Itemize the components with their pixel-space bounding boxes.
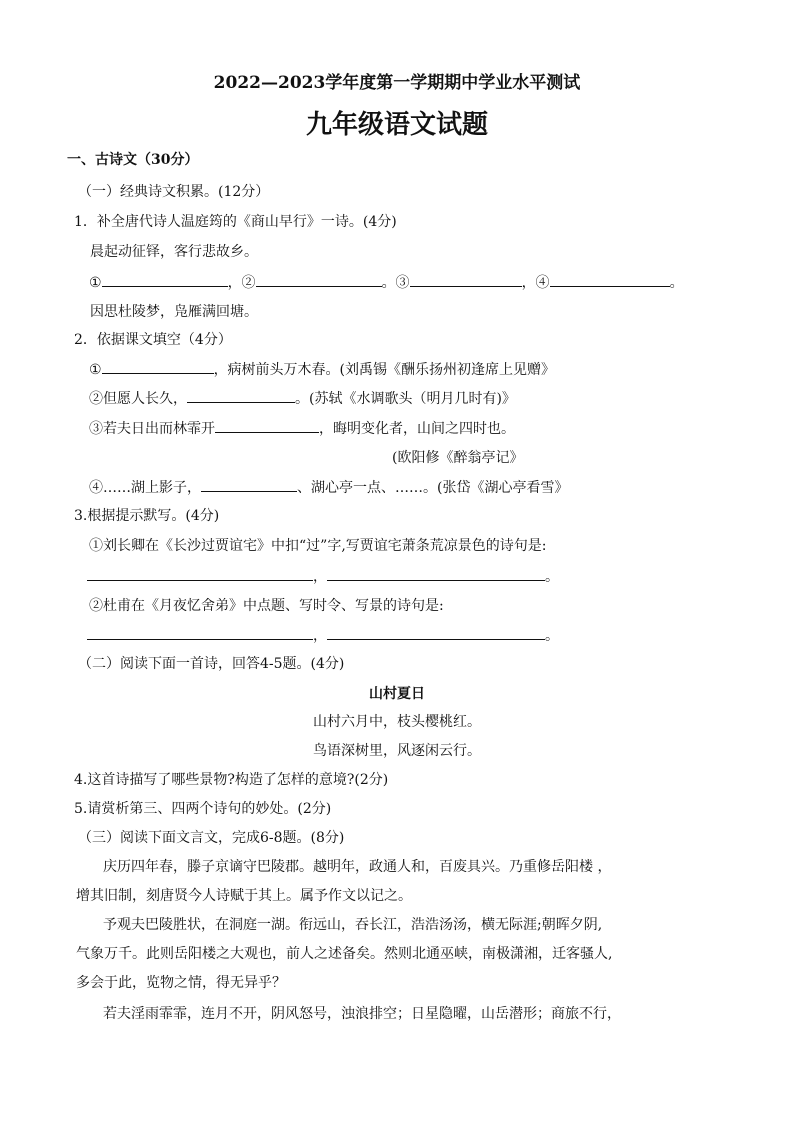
exam-subtitle: 九年级语文试题: [305, 110, 488, 140]
source-note: (欧阳修《醉翁亭记》: [392, 450, 524, 466]
passage-line: 多会于此，览物之情，得无异乎？: [76, 975, 286, 991]
fill-blank-row: [89, 388, 516, 409]
text: ③若夫日出而林霏开: [89, 421, 215, 437]
question-5: 5.请赏析第三、四两个诗句的妙处。(2分): [74, 801, 332, 817]
marker: ①: [89, 362, 102, 378]
poem-title: 山村夏日: [369, 686, 425, 702]
text: ，病树前头万木春。(刘禹锡《酬乐扬州初逢席上见赠》: [213, 362, 556, 378]
fill-blank-row: [89, 359, 555, 380]
answer-blank[interactable]: [201, 477, 297, 492]
text: ②但愿人长久，: [89, 391, 187, 407]
marker: ，④: [521, 275, 550, 291]
section-heading: 一、古诗文（30分）: [67, 152, 199, 168]
answer-blank[interactable]: [87, 625, 313, 640]
prompt-text: ②杜甫在《月夜忆舍弟》中点题、写时令、写景的诗句是:: [89, 598, 444, 614]
text: 、湖心亭一点、……。(张岱《湖心亭看雪》: [297, 480, 569, 496]
punct: ，: [313, 628, 327, 644]
passage-line: 增其旧制，刻唐贤今人诗赋于其上。属予作文以记之。: [76, 888, 412, 904]
answer-blank[interactable]: [187, 388, 295, 403]
answer-blank[interactable]: [102, 272, 228, 287]
answer-blank[interactable]: [327, 566, 545, 581]
marker: ，②: [227, 275, 256, 291]
marker: 。③: [381, 275, 410, 291]
part-heading-2: （二）阅读下面一首诗，回答4-5题。(4分): [78, 656, 345, 672]
part-heading-1: （一）经典诗文积累。(12分）: [78, 184, 270, 200]
answer-blank[interactable]: [87, 566, 313, 581]
answer-blank[interactable]: [256, 272, 382, 287]
prompt-text: ①刘长卿在《长沙过贾谊宅》中扣“过”字,写贾谊宅萧条荒凉景色的诗句是:: [89, 538, 547, 554]
punct: 。: [545, 569, 559, 585]
fill-blank-row: [89, 477, 568, 498]
question-3: 3.根据提示默写。(4分): [74, 508, 220, 524]
text: 。(苏轼《水调歌头（明月几时有)》: [295, 391, 516, 407]
text: ，晦明变化者，山间之四时也。: [319, 421, 515, 437]
answer-blank[interactable]: [327, 625, 545, 640]
answer-blank[interactable]: [215, 418, 319, 433]
poem-line: 山村六月中，枝头樱桃红。: [313, 714, 481, 730]
fill-blank-row: [87, 566, 559, 587]
passage-line: 庆历四年春，滕子京谪守巴陵郡。越明年，政通人和，百废具兴。乃重修岳阳楼 ，: [103, 859, 612, 875]
passage-line: 气象万千。此则岳阳楼之大观也，前人之述备矣。然则北通巫峡，南极潇湘，迁客骚人,: [76, 946, 613, 962]
fill-blank-row: [89, 272, 684, 293]
answer-blank[interactable]: [410, 272, 522, 287]
answer-blank[interactable]: [102, 359, 214, 374]
fill-blank-row: [89, 418, 515, 439]
punct: ，: [313, 569, 327, 585]
text: ④……湖上影子，: [89, 480, 201, 496]
question-1: 1．补全唐代诗人温庭筠的《商山早行》一诗。(4分): [74, 214, 397, 230]
fill-blank-row: [87, 625, 559, 646]
poem-line: 晨起动征铎，客行悲故乡。: [90, 244, 258, 260]
question-2: 2．依据课文填空（4分）: [74, 332, 232, 348]
exam-title: 2022—2023学年度第一学期期中学业水平测试: [213, 73, 581, 93]
marker: 。: [669, 275, 684, 291]
question-4: 4.这首诗描写了哪些景物?构造了怎样的意境?(2分): [74, 772, 389, 788]
poem-line: 鸟语深树里，风逐闲云行。: [313, 743, 481, 759]
poem-line: 因思杜陵梦，凫雁满回塘。: [90, 304, 258, 320]
marker: ①: [89, 275, 102, 291]
passage-line: 若夫淫雨霏霏，连月不开，阴风怒号，浊浪排空；日星隐曜，山岳潜形；商旅不行，: [103, 1006, 621, 1022]
punct: 。: [545, 628, 559, 644]
answer-blank[interactable]: [550, 272, 670, 287]
part-heading-3: （三）阅读下面文言文，完成6-8题。(8分): [78, 830, 345, 846]
passage-line: 予观夫巴陵胜状，在洞庭一湖。衔远山，吞长江，浩浩汤汤，横无际涯;朝晖夕阴,: [103, 917, 603, 933]
